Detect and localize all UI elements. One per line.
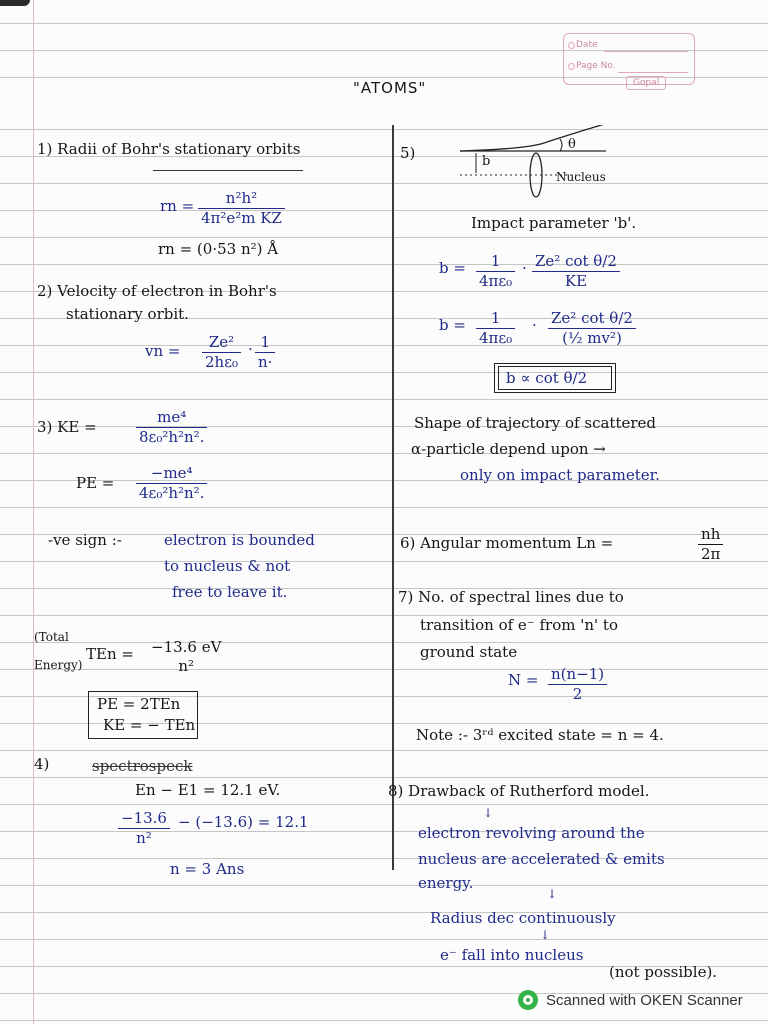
- s3-te-lhs: TEn =: [86, 645, 134, 663]
- s6-label: 6) Angular momentum Ln =: [400, 534, 614, 552]
- s5-f1-num2: Ze² cot θ/2: [532, 254, 620, 272]
- s2-lhs: vn =: [145, 342, 181, 360]
- s7-num: n(n−1): [548, 667, 607, 685]
- s2-frac: [202, 335, 241, 370]
- s7-frac: [548, 667, 607, 702]
- s1-f1-den: 4π²e²m KZ: [201, 209, 282, 227]
- s5-nucleus-label: Nucleus: [556, 170, 606, 184]
- s4-l2-frac: [118, 811, 170, 846]
- s3-te-label-2: Energy): [34, 658, 83, 672]
- angle-arc: [560, 139, 562, 151]
- s1-f2: rn = (0·53 n²) Å: [158, 240, 279, 258]
- column-divider: [392, 125, 394, 870]
- s3-ke-frac: [136, 410, 207, 445]
- s2-dot: ·: [248, 340, 253, 358]
- scattering-diagram: [456, 125, 616, 200]
- brand-tag: Gopal: [626, 76, 666, 90]
- trajectory-curve: [460, 125, 608, 151]
- s6-den: 2π: [701, 545, 721, 563]
- s4-scratch: spectrospeck: [92, 757, 193, 775]
- s8-b1: electron revolving around the: [418, 824, 645, 842]
- s5-impact: Impact parameter 'b'.: [471, 214, 637, 232]
- s5-shape-1: Shape of trajectory of scattered: [414, 414, 656, 432]
- s5-box-text: b ∝ cot θ/2: [506, 369, 588, 387]
- s5-f2-lhs: b =: [439, 316, 466, 334]
- s8-arrow-1: ↓: [483, 806, 494, 820]
- s5-num: 5): [400, 144, 416, 162]
- s3-box-1: PE = 2TEn: [97, 695, 181, 713]
- s2-num: Ze²: [202, 335, 241, 353]
- s5-f2-frac2: [548, 311, 636, 346]
- s8-b4: Radius dec continuously: [430, 909, 616, 927]
- s8-heading: 8) Drawback of Rutherford model.: [388, 782, 650, 800]
- date-label: Date: [576, 40, 598, 50]
- s3-sign-1: electron is bounded: [164, 531, 315, 549]
- s2-frac2: [255, 335, 275, 370]
- s6-num: nh: [698, 527, 723, 545]
- s4-l2-den: n²: [136, 829, 152, 847]
- page-title: "ATOMS": [353, 79, 427, 97]
- page-circle-icon: [568, 63, 575, 70]
- s3-box-2: KE = − TEn: [103, 716, 196, 734]
- s7-l3: ground state: [420, 643, 518, 661]
- s8-b3: energy.: [418, 874, 474, 892]
- s3-te-label-1: (Total: [34, 630, 69, 644]
- s5-b-label: b: [482, 154, 491, 169]
- s5-f1-frac2: [532, 254, 620, 289]
- s3-te-frac: [148, 640, 224, 674]
- s5-f2-den2: (½ mv²): [562, 329, 622, 347]
- s5-f1-lhs: b =: [439, 259, 466, 277]
- s4-l2-rest: − (−13.6) = 12.1: [178, 813, 309, 831]
- date-line: [604, 51, 688, 52]
- s1-heading: 1) Radii of Bohr's stationary orbits: [37, 140, 301, 158]
- scanner-logo-icon: [518, 990, 538, 1010]
- s5-f2-dot: ·: [532, 316, 537, 334]
- s5-f2-frac: [476, 311, 515, 346]
- s1-underline: [153, 170, 303, 171]
- s2-heading-1: 2) Velocity of electron in Bohr's: [37, 282, 277, 300]
- s4-l3: n = 3 Ans: [170, 860, 245, 878]
- s1-f1-num: n²h²: [198, 191, 285, 209]
- s5-f1-den: 4πε₀: [479, 272, 513, 290]
- s5-shape-2: α-particle depend upon →: [411, 440, 606, 458]
- date-circle-icon: [568, 42, 575, 49]
- s7-l2: transition of e⁻ from 'n' to: [420, 616, 618, 634]
- s5-f1-num: 1: [476, 254, 515, 272]
- s8-b6: (not possible).: [609, 963, 718, 981]
- s3-sign-label: -ve sign :-: [48, 531, 122, 549]
- scan-edge: [0, 0, 30, 6]
- s1-f1-lhs: rn =: [160, 197, 195, 215]
- s3-te-num: −13.6 eV: [151, 638, 222, 656]
- s5-f1-dot: ·: [522, 259, 527, 277]
- s3-pe-num: −me⁴: [136, 466, 207, 484]
- s5-shape-3: only on impact parameter.: [460, 466, 660, 484]
- page-line: [618, 72, 688, 73]
- s3-ke-num: me⁴: [136, 410, 207, 428]
- s5-f2-num2: Ze² cot θ/2: [548, 311, 636, 329]
- s3-ke-lhs: 3) KE =: [37, 418, 97, 436]
- scanner-footer: [518, 990, 743, 1010]
- page-label: Page No.: [576, 61, 616, 71]
- s4-num: 4): [34, 755, 50, 773]
- s1-f1-frac: [198, 191, 285, 226]
- s6-frac: [698, 527, 723, 562]
- s5-f2-den: 4πε₀: [479, 329, 513, 347]
- s2-heading-2: stationary orbit.: [66, 305, 189, 323]
- footer-text: Scanned with OKEN Scanner: [546, 991, 743, 1009]
- s5-f2-num: 1: [476, 311, 515, 329]
- s3-ke-den: 8ε₀²h²n².: [139, 428, 205, 446]
- s5-theta: θ: [568, 137, 576, 152]
- s7-den: 2: [572, 685, 583, 703]
- s7-lhs: N =: [508, 671, 539, 689]
- s8-b5: e⁻ fall into nucleus: [440, 946, 584, 964]
- s4-l2-num: −13.6: [118, 811, 170, 829]
- s2-den2: n·: [258, 353, 273, 371]
- s8-b2: nucleus are accelerated & emits: [418, 850, 665, 868]
- s8-arrow-3: ↓: [540, 928, 551, 942]
- s7-l1: 7) No. of spectral lines due to: [398, 588, 624, 606]
- margin-line: [33, 0, 34, 1024]
- s7-note: Note :- 3ʳᵈ excited state = n = 4.: [416, 726, 664, 744]
- s3-pe-den: 4ε₀²h²n².: [139, 484, 205, 502]
- s4-l1: En − E1 = 12.1 eV.: [135, 781, 281, 799]
- s3-te-den: n²: [178, 657, 195, 675]
- s8-arrow-2: ↓: [547, 887, 558, 901]
- s2-num2: 1: [255, 335, 275, 353]
- s5-f1-frac: [476, 254, 515, 289]
- s3-sign-3: free to leave it.: [172, 583, 288, 601]
- s3-pe-frac: [136, 466, 207, 501]
- s3-sign-2: to nucleus & not: [164, 557, 291, 575]
- s5-f1-den2: KE: [564, 272, 588, 290]
- s3-pe-lhs: PE =: [76, 474, 115, 492]
- s2-den: 2hε₀: [205, 353, 238, 371]
